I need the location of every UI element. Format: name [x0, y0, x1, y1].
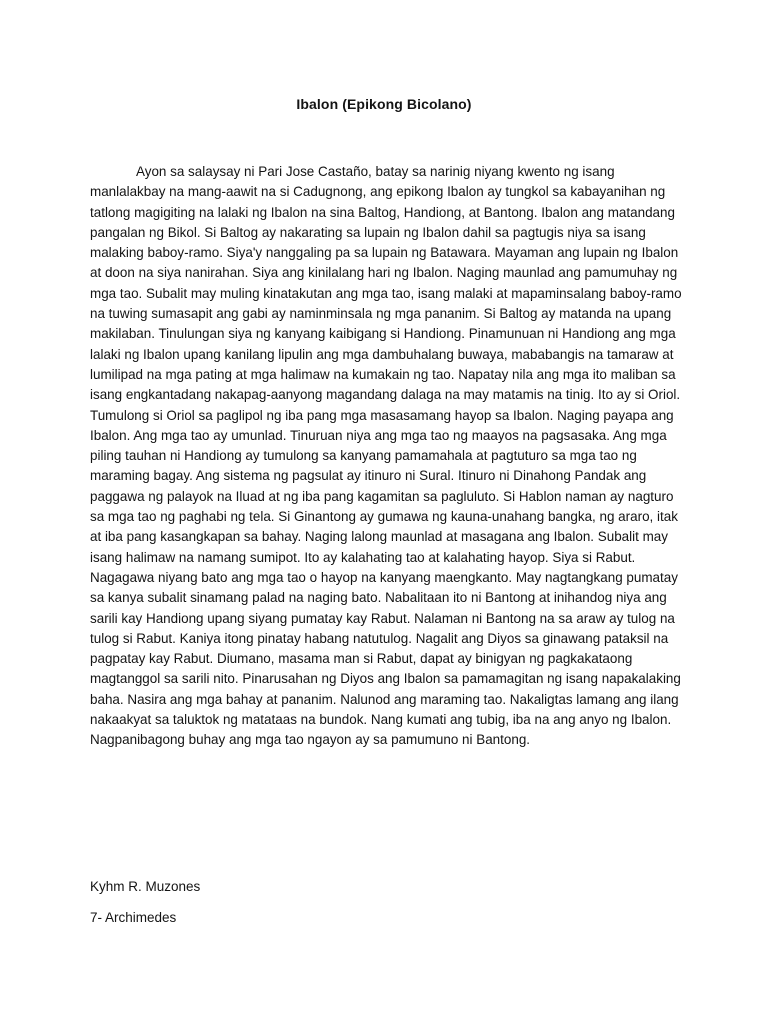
author-name: Kyhm R. Muzones	[90, 879, 201, 894]
class-section: 7- Archimedes	[90, 910, 177, 925]
document-title: Ibalon (Epikong Bicolano)	[296, 96, 472, 112]
document-body-paragraph: Ayon sa salaysay ni Pari Jose Castaño, batay sa narinig niyang kwento ng isang manlalakbay na mang-aawit na si Cadugnong, ang epikong Ibalon ay tungkol sa kabayanihan ng tatlong magigiting na lalaki ng Ibalon na sina Baltog, Handiong, at Bantong. Ibalon ang matandang pangalan ng Bikol. Si Baltog ay nakarating sa lupain ng Ibalon dahil sa pagtugis niya sa isang malaking baboy-ramo. Siya'y nanggaling pa sa lupain ng Batawara. Mayaman ang lupain ng Ibalon at doon na siya nanirahan. Siya ang kinilalang hari ng Ibalon. Naging maunlad ang pamumuhay ng mga tao. Subalit may muling kinatakutan ang mga tao, isang malaki at mapaminsalang baboy-ramo na tuwing sumasapit ang gabi ay naminminsala ng mga pananim. Si Baltog ay matanda na upang makilaban. Tinulungan siya ng kanyang kaibigang si Handiong. Pinamunuan ni Handiong ang mga lalaki ng Ibalon upang kanilang lipulin ang mga dambuhalang buwaya, mababangis na tamaraw at lumilipad na mga pating at mga halimaw na kumakain ng tao. Napatay nila ang mga ito maliban sa isang engkantadang nakapag-aanyong magandang dalaga na may matamis na tinig. Ito ay si Oriol. Tumulong si Oriol sa paglipol ng iba pang mga masasamang hayop sa Ibalon. Naging payapa ang Ibalon. Ang mga tao ay umunlad. Tinuruan niya ang mga tao ng maayos na pagsasaka. Ang mga piling tauhan ni Handiong ay tumulong sa kanyang pamamahala at pagtuturo sa mga tao ng maraming bagay. Ang sistema ng pagsulat ay itinuro ni Sural. Itinuro ni Dinahong Pandak ang paggawa ng palayok na Iluad at ng iba pang kagamitan sa pagluluto. Si Hablon naman ay nagturo sa mga tao ng paghabi ng tela. Si Ginantong ay gumawa ng kauna-unahang bangka, ng araro, itak at iba pang kasangkapan sa bahay. Naging lalong maunlad at masagana ang Ibalon. Subalit may isang halimaw na namang sumipot. Ito ay kalahating tao at kalahating hayop. Siya si Rabut. Nagagawa niyang bato ang mga tao o hayop na kanyang maengkanto. May nagtangkang pumatay sa kanya subalit sinamang palad na naging bato. Nabalitaan ito ni Bantong at inihandog niya ang sarili kay Handiong upang siyang pumatay kay Rabut. Nalaman ni Bantong na sa araw ay tulog na tulog si Rabut. Kaniya itong pinatay habang natutulog. Nagalit ang Diyos sa ginawang pataksil na pagpatay kay Rabut. Diumano, masama man si Rabut, dapat ay binigyan ng pagkakataong magtanggol sa sarili nito. Pinarusahan ng Diyos ang Ibalon sa pamamagitan ng isang napakalaking baha. Nasira ang mga bahay at pananim. Nalunod ang maraming tao. Nakaligtas lamang ang ilang nakaakyat sa taluktok ng matataas na bundok. Nang kumati ang tubig, iba na ang anyo ng Ibalon. Nagpanibagong buhay ang mga tao ngayon ay sa pamumuno ni Bantong.	[90, 164, 682, 748]
